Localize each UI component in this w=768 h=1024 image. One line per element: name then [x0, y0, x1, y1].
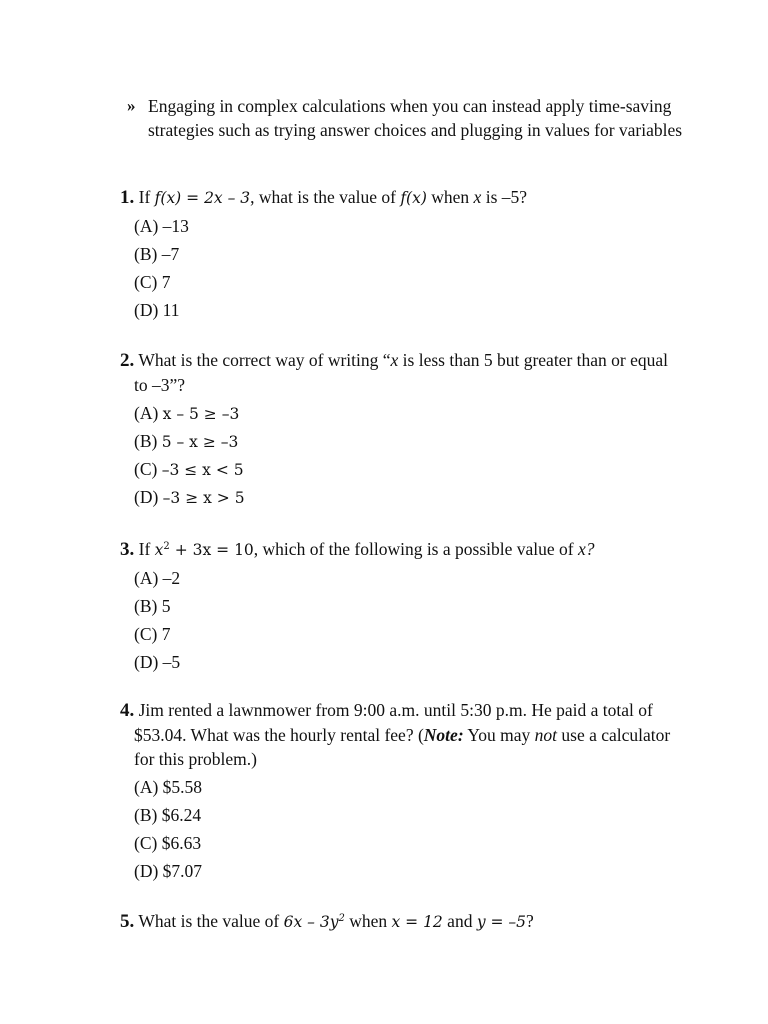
answer-choice[interactable]: (B) –7 [134, 244, 180, 264]
answer-choice[interactable]: (C) $6.63 [134, 833, 202, 853]
variable: x [390, 350, 399, 370]
choice-label: (C) [134, 459, 162, 479]
stem-text: when [344, 911, 392, 931]
stem-text: What is the correct way of writing “ [138, 350, 391, 370]
math-expression: 5 – x ≥ –3 [161, 433, 239, 451]
exponent: 2 [338, 913, 345, 924]
answer-choice[interactable] [134, 399, 680, 427]
question-number: 1. [120, 187, 135, 208]
choice-label: (A) [134, 403, 163, 423]
choice-label: (B) [134, 431, 162, 451]
math-variable: x [154, 541, 164, 559]
math-expression: f(x) = 2x – 3 [154, 189, 251, 207]
answer-choice[interactable] [134, 483, 680, 511]
question-3 [120, 535, 680, 676]
math-expression [155, 541, 254, 559]
stem-text: You may [463, 725, 535, 745]
answer-choice[interactable]: (A) –2 [134, 568, 181, 588]
question-number: 5. [120, 911, 135, 932]
answer-choice[interactable]: (C) 7 [134, 272, 171, 292]
question-number: 3. [120, 539, 135, 560]
question-stem [120, 698, 680, 771]
answer-choice[interactable]: (D) $7.07 [134, 861, 203, 881]
exponent: 2 [163, 541, 170, 552]
stem-text: Jim rented a lawnmower from 9:00 a.m. until 5:30 p.m. He paid a total of $53.04. What was the hourly rental fee? ( [134, 700, 653, 745]
choice-label: (D) [134, 487, 163, 507]
math-expression: –3 ≥ x > 5 [162, 489, 245, 507]
math-expression: f(x) [400, 189, 427, 207]
math-expression: x – 5 ≥ –3 [162, 405, 240, 423]
variable: x? [577, 539, 595, 559]
math-expression [284, 913, 345, 931]
question-stem [120, 348, 680, 397]
question-number: 4. [120, 700, 135, 721]
question-2 [120, 348, 680, 511]
question-stem [120, 907, 680, 934]
math-part: + 3x = 10 [169, 541, 254, 559]
answer-choice[interactable]: (B) $6.24 [134, 805, 202, 825]
double-chevron-icon: » [127, 96, 136, 115]
stem-text: If [138, 539, 155, 559]
stem-text: If [138, 187, 155, 207]
question-stem [120, 535, 680, 562]
answer-choice[interactable]: (D) –5 [134, 652, 181, 672]
math-part: 6x – 3y [283, 913, 339, 931]
question-1 [120, 185, 680, 324]
answer-choice[interactable] [134, 455, 680, 483]
variable: x [473, 187, 482, 207]
answer-choice[interactable]: (B) 5 [134, 596, 171, 616]
stem-text: , which of the following is a possible value of [253, 539, 578, 559]
question-stem [120, 185, 680, 210]
answer-choice[interactable]: (D) 11 [134, 300, 180, 320]
math-expression: –3 ≤ x < 5 [161, 461, 244, 479]
stem-text: and [442, 911, 477, 931]
answer-choice[interactable]: (A) –13 [134, 216, 189, 236]
stem-text: , what is the value of [250, 187, 401, 207]
math-expression: x = 12 [391, 913, 443, 931]
emphasis-not: not [534, 725, 558, 745]
question-4 [120, 698, 680, 885]
stem-text: What is the value of [138, 911, 284, 931]
stem-text: is –5? [481, 187, 528, 207]
strategy-bullet [127, 94, 687, 142]
math-expression: y = –5 [476, 913, 527, 931]
stem-text: is less than 5 but greater than or equal to –3”? [134, 350, 669, 395]
answer-choice[interactable] [134, 427, 680, 455]
bullet-text: Engaging in complex calculations when you can instead apply time-saving strategies such as trying answer choices and plugging in values for variables [148, 96, 683, 140]
stem-text: ? [526, 911, 534, 931]
question-number: 2. [120, 350, 135, 371]
answer-choice[interactable]: (C) 7 [134, 624, 171, 644]
answer-choice[interactable]: (A) $5.58 [134, 777, 203, 797]
stem-text: use a calculator for this problem.) [134, 725, 671, 769]
question-5 [120, 907, 680, 934]
note-label: Note: [423, 725, 464, 745]
stem-text: when [426, 187, 474, 207]
